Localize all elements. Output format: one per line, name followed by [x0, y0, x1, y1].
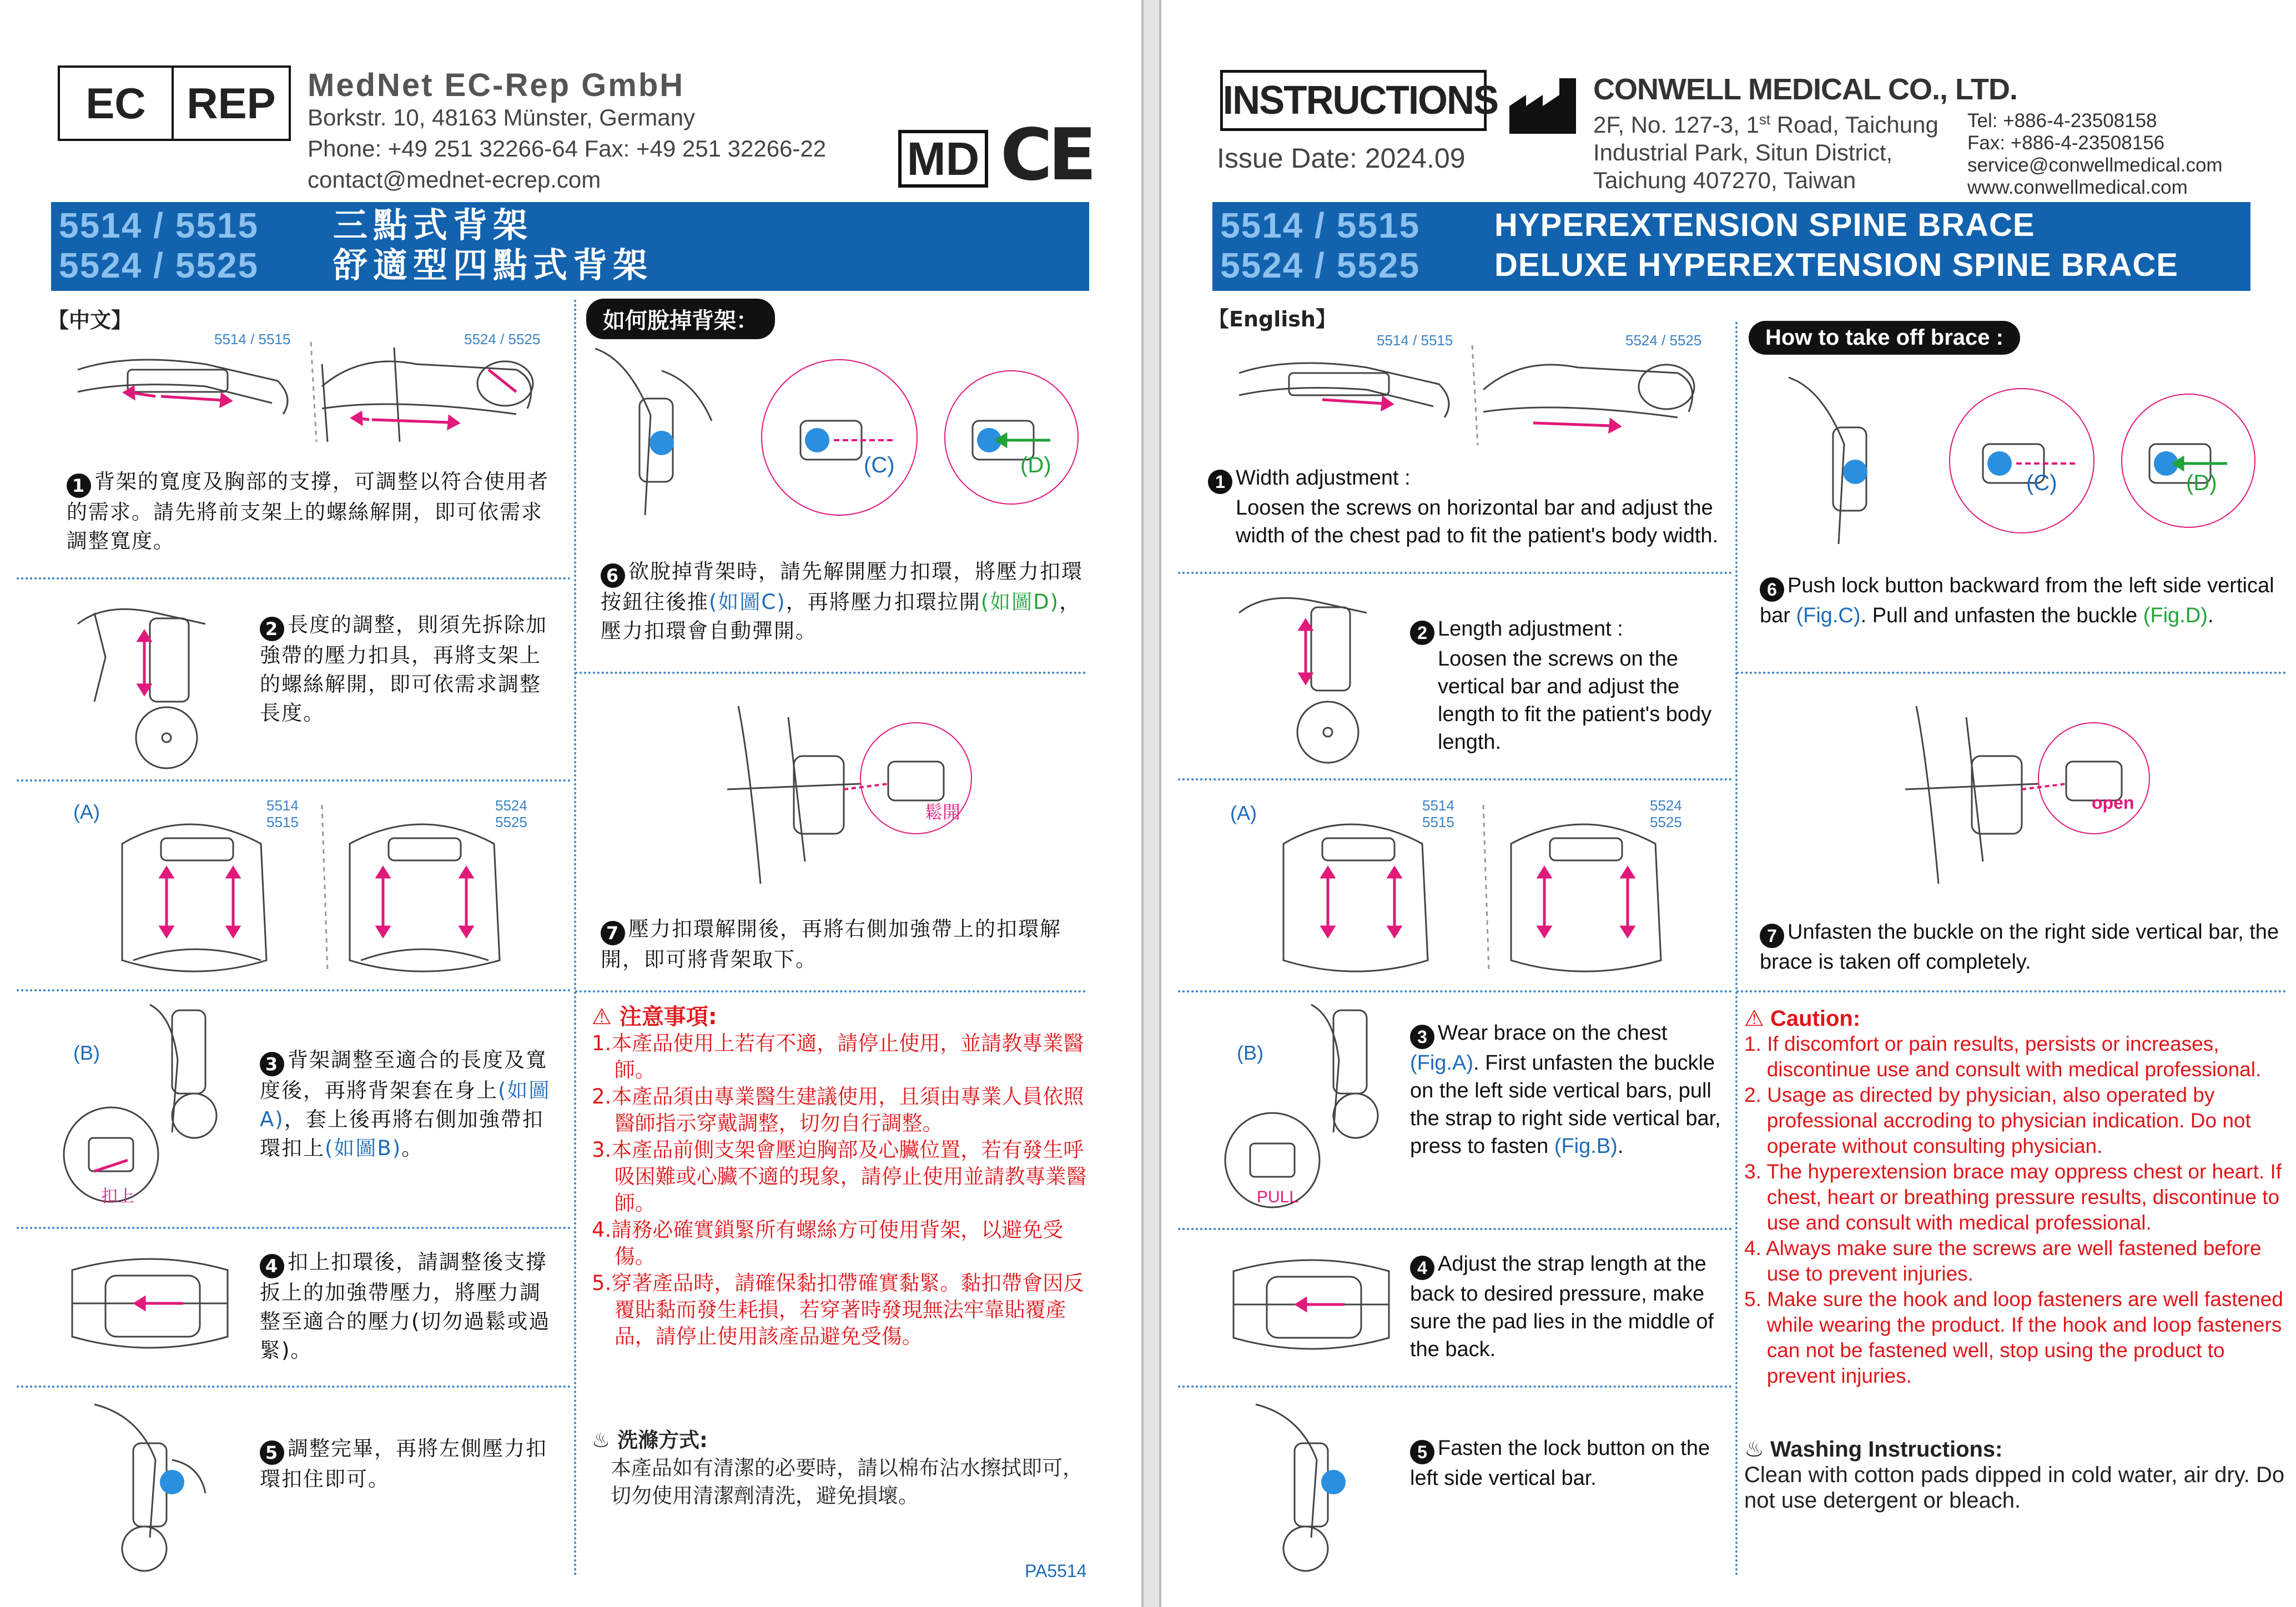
- washing-en: [1744, 1437, 2288, 1513]
- manufacturer-icon: [1507, 75, 1590, 137]
- title-line-2: 舒適型四點式背架: [333, 245, 653, 285]
- tel: Tel: +886-4-23508158: [1967, 110, 2157, 132]
- fig-a-5525-en: 5525: [1650, 814, 1682, 830]
- fig-a-model-2-en: [1650, 797, 1682, 830]
- ec-label: EC: [60, 68, 174, 139]
- fig-d-label: (D): [1020, 453, 1051, 477]
- step-6-number: 6: [601, 563, 625, 588]
- wear-brace-figure-b: [61, 994, 250, 1210]
- remove-brace-title: 如何脫掉背架：: [586, 299, 775, 339]
- step-3-fig-a: (如圖A): [260, 1079, 551, 1131]
- warning-icon-en: ⚠: [1744, 1006, 1764, 1031]
- caution-item-en: 1. If discomfort or pain results, persists or increases, discontinue use and consult with medical professional.: [1744, 1032, 2262, 1081]
- step-1-number-en: 1: [1208, 470, 1232, 494]
- fig-a-5514: 5514: [266, 797, 299, 814]
- washing-zh: [592, 1427, 1091, 1510]
- step-7-text-en: Unfasten the buckle on the right side vertical bar, the brace is taken off completely.: [1760, 920, 2279, 974]
- length-adjust-figure-en: [1222, 580, 1406, 768]
- step-1-heading-text-en: Width adjustment :: [1236, 466, 1411, 490]
- strap-pressure-figure-en: [1222, 1238, 1406, 1366]
- divider-5: [17, 1386, 571, 1388]
- address-sup: st: [1759, 111, 1771, 128]
- code-line-1: 5514 / 5515: [59, 205, 259, 245]
- step-6-fig-d-en: (Fig.D): [2143, 604, 2208, 627]
- step-2-number-en: 2: [1410, 621, 1434, 645]
- step-5-number-en: 5: [1410, 1440, 1434, 1464]
- product-title-bar: [51, 202, 1089, 291]
- fig-a-model-2: [495, 797, 527, 830]
- warning-icon: ⚠: [592, 1004, 612, 1030]
- step-3-text-e: 。: [401, 1136, 424, 1160]
- step-2-number: 2: [260, 617, 284, 641]
- fig-c-label-en: (C): [2026, 471, 2057, 495]
- step-6-text-a-en: Push lock button backward from the left side vertical bar: [1760, 574, 2274, 627]
- fig-a-5515-en: 5515: [1422, 814, 1454, 830]
- caution-title-zh: [592, 1004, 1091, 1030]
- step-4: [260, 1248, 560, 1365]
- divider-2: [17, 779, 571, 782]
- document-code: PA5514: [1025, 1561, 1087, 1581]
- code-line-1-en: 5514 / 5515: [1220, 205, 1421, 245]
- step-6-fig-c: (如圖C): [709, 590, 786, 614]
- caution-item: 2.本產品須由專業醫生建議使用，且須由專業人員依照醫師指示穿戴調整，切勿自行調整。: [592, 1085, 1084, 1135]
- lock-button-figure: [61, 1393, 244, 1576]
- step-3-number: 3: [260, 1052, 284, 1076]
- unfasten-figure-en: [1894, 695, 2183, 895]
- step-5: [260, 1434, 560, 1494]
- manufacturer-name: CONWELL MEDICAL CO., LTD.: [1593, 73, 2017, 106]
- caution-title-text-en: Caution:: [1770, 1006, 1861, 1031]
- wash-icon: ♨: [592, 1428, 611, 1452]
- step-6-text-a: 欲脫掉背架時，請先解開壓力扣環，將壓力扣環按鈕往後推: [601, 560, 1083, 614]
- address-line-1a: 2F, No. 127-3, 1: [1593, 112, 1759, 138]
- fig-a-5514-en: 5514: [1422, 797, 1454, 814]
- fax: Fax: +886-4-23508156: [1967, 132, 2165, 154]
- step-7-number-en: 7: [1760, 924, 1784, 948]
- step-3-number-en: 3: [1410, 1025, 1434, 1049]
- open-label-en: open: [2092, 793, 2134, 813]
- pull-label: PULL: [1257, 1188, 1299, 1206]
- step-4-text-en: Adjust the strap length at the back to desired pressure, make sure the pad lies in the middle of the back.: [1410, 1252, 1714, 1361]
- step-4-number-en: 4: [1410, 1256, 1434, 1280]
- step-7-text: 壓力扣環解開後，再將右側加強帶上的扣環解開，即可將背架取下。: [601, 917, 1061, 971]
- remove-figure-cd: [584, 337, 1084, 537]
- fig-a-5515: 5515: [266, 814, 299, 830]
- step-5-text-en: Fasten the lock button on the left side vertical bar.: [1410, 1437, 1710, 1490]
- ec-rep-company: MedNet EC-Rep GmbH: [308, 67, 685, 103]
- step-1-en: [1208, 464, 1730, 550]
- ec-rep-symbol: [58, 66, 291, 141]
- step-1: [67, 467, 561, 556]
- step-4-text: 扣上扣環後，請調整後支撐扳上的加強帶壓力，將壓力調整至適合的壓力(切勿過鬆或過緊)。: [260, 1250, 551, 1362]
- model-label-2: 5524 / 5525: [464, 331, 541, 347]
- step-2-heading-text-en: Length adjustment :: [1438, 617, 1623, 641]
- title-line-2-en: DELUXE HYPEREXTENSION SPINE BRACE: [1494, 247, 2178, 283]
- wash-icon-en: ♨: [1744, 1437, 1764, 1462]
- product-codes: [51, 202, 323, 291]
- step-4-en: [1410, 1250, 1732, 1363]
- manufacturer-address: [1593, 105, 1938, 194]
- caution-item-en: 3. The hyperextension brace may oppress chest or heart. If chest, heart or breathing pressure results, discontinue to use and consult with medical professional.: [1744, 1160, 2282, 1234]
- step-1-number: 1: [67, 473, 91, 498]
- step-6-text-c-en: . Pull and unfasten the buckle: [1860, 604, 2143, 627]
- product-titles: [333, 202, 653, 291]
- step-2-heading-en: [1410, 615, 1732, 645]
- code-line-2-en: 5524 / 5525: [1220, 245, 1421, 285]
- step-1-text-en: Loosen the screws on horizontal bar and adjust the width of the chest pad to fit the patient's body width.: [1236, 496, 1719, 547]
- width-adjust-figure: [61, 331, 561, 453]
- ec-rep-email: contact@mednet-ecrep.com: [308, 167, 601, 193]
- step-6-number-en: 6: [1760, 577, 1784, 602]
- mail: service@conwellmedical.com: [1967, 154, 2223, 176]
- instructions-box: INSTRUCTIONS: [1220, 70, 1487, 131]
- divider-6: [575, 672, 1086, 674]
- step-7-number: 7: [601, 921, 625, 945]
- chinese-page: [0, 0, 1144, 1607]
- divider-7: [575, 990, 1086, 993]
- open-label-zh: 鬆開: [925, 802, 961, 823]
- width-adjust-figure-en: [1222, 340, 1722, 451]
- divider-4: [17, 1227, 571, 1229]
- ec-rep-address: Borkstr. 10, 48163 Münster, Germany: [308, 104, 696, 130]
- caution-title-en: [1744, 1006, 2288, 1031]
- divider-3: [17, 989, 571, 991]
- divider-6-en: [1736, 672, 2286, 674]
- step-7-en: [1760, 918, 2293, 976]
- step-5-en: [1410, 1434, 1732, 1492]
- step-3-en: [1410, 1019, 1732, 1160]
- english-page: [1159, 0, 2296, 1607]
- divider-7-en: [1736, 990, 2286, 993]
- step-6-fig-d: (如圖D): [980, 590, 1060, 614]
- step-1-text: 背架的寬度及胸部的支撐，可調整以符合使用者的需求。請先將前支架上的螺絲解開，即可依需求調整寬度。: [67, 470, 549, 553]
- code-line-2: 5524 / 5525: [59, 245, 259, 285]
- model-label-1-en: 5514 / 5515: [1377, 332, 1453, 349]
- step-6-text-c: ，再將壓力扣環拉開: [786, 590, 981, 614]
- strap-pressure-figure: [61, 1237, 244, 1364]
- fig-a-model-1: [266, 797, 299, 830]
- caution-en: [1744, 1006, 2288, 1389]
- product-codes-en: [1212, 202, 1484, 291]
- caution-item-en: 4. Always make sure the screws are well fastened before use to prevent injuries.: [1744, 1237, 2262, 1285]
- step-2-text: 長度的調整，則須先拆除加強帶的壓力扣具，再將支架上的螺絲解開，即可依需求調整長度。: [260, 613, 547, 725]
- address-line-1b: Road, Taichung: [1770, 112, 1938, 138]
- divider-1: [17, 577, 571, 580]
- caution-item: 4.請務必確實鎖緊所有螺絲方可使用背架，以避免受傷。: [592, 1218, 1064, 1268]
- step-6-en: [1760, 572, 2293, 629]
- caution-item: 5.穿著產品時，請確保黏扣帶確實黏緊。黏扣帶會因反覆貼黏而發生耗損，若穿著時發現無法牢靠貼覆產品，請停止使用該產品避免受傷。: [592, 1271, 1084, 1348]
- web: www.conwellmedical.com: [1967, 177, 2188, 198]
- buckle-label: 扣上: [101, 1187, 134, 1206]
- wear-brace-figure-a: [111, 794, 555, 983]
- step-5-number: 5: [260, 1440, 284, 1465]
- caution-item-en: 5. Make sure the hook and loop fasteners are well fastened while wearing the product. If the hook and loop fasteners can not be fastened well, stop using the product to prevent injuries.: [1744, 1288, 2283, 1387]
- step-6-text-e: ，壓力扣環會自動彈開。: [601, 590, 1081, 643]
- column-divider: [574, 300, 576, 1576]
- fig-a-5524-en: 5524: [1650, 797, 1682, 814]
- lock-button-figure-en: [1222, 1393, 1406, 1576]
- washing-title-en: [1744, 1437, 2288, 1462]
- fig-b-tag: (B): [73, 1041, 100, 1064]
- washing-title-text: 洗滌方式:: [617, 1428, 708, 1452]
- ec-rep-phone: Phone: +49 251 32266-64 Fax: +49 251 32266-22: [308, 135, 827, 162]
- step-3-text-c: ，套上後再將右側加強帶扣環扣上: [260, 1107, 544, 1160]
- product-title-bar-en: [1212, 202, 2250, 291]
- caution-item-en: 2. Usage as directed by physician, also operated by professional accroding to physician indication. Do not operate without consulting physician.: [1744, 1084, 2251, 1157]
- divider-4-en: [1178, 1228, 1732, 1230]
- divider-5-en: [1178, 1386, 1732, 1388]
- title-line-1: 三點式背架: [333, 205, 533, 245]
- fig-a-model-1-en: [1422, 797, 1454, 830]
- remove-brace-title-en: How to take off brace :: [1749, 321, 2020, 355]
- step-4-number: 4: [260, 1254, 284, 1278]
- washing-text-zh: 本產品如有清潔的必要時，請以棉布沾水擦拭即可，切勿使用清潔劑清洗，避免損壞。: [611, 1456, 1083, 1508]
- product-titles-en: [1494, 202, 2178, 291]
- contact-info: [1967, 110, 2223, 199]
- caution-zh: [592, 1004, 1091, 1350]
- caution-title-text: 注意事項:: [619, 1004, 717, 1030]
- model-label-1: 5514 / 5515: [214, 331, 291, 347]
- fig-a-5525: 5525: [495, 814, 527, 830]
- ce-mark: CE: [1000, 114, 1092, 197]
- step-3-fig-b: (如圖B): [325, 1136, 402, 1160]
- washing-text-en: Clean with cotton pads dipped in cold water, air dry. Do not use detergent or bleach.: [1744, 1463, 2285, 1513]
- step-2-text-en: Loosen the screws on the vertical bar and adjust the length to fit the patient's body length.: [1438, 647, 1712, 754]
- caution-item: 3.本產品前側支架會壓迫胸部及心臟位置，若有發生呼吸困難或心臟不適的現象，請停止使用並請教專業醫師。: [592, 1138, 1087, 1215]
- step-6-text-e-en: .: [2207, 604, 2214, 627]
- address-line-3: Taichung 407270, Taiwan: [1593, 167, 1856, 193]
- step-3-text-a: 背架調整至適合的長度及寬度後，再將背架套在身上: [260, 1048, 547, 1102]
- divider-1-en: [1178, 572, 1732, 574]
- fig-b-tag-en: (B): [1237, 1041, 1263, 1064]
- step-5-text: 調整完畢，再將左側壓力扣環扣住即可。: [260, 1437, 547, 1491]
- fig-a-tag-en: (A): [1230, 802, 1257, 824]
- step-3: [260, 1046, 560, 1163]
- step-3-text-c-en: . First unfasten the buckle on the left side vertical bars, pull the strap to right side vertical bar, press to fasten: [1410, 1051, 1721, 1158]
- washing-title-zh: [592, 1427, 1091, 1454]
- divider-2-en: [1178, 778, 1732, 780]
- step-6: [601, 557, 1100, 646]
- fig-d-label-en: (D): [2186, 471, 2217, 495]
- step-3-fig-a-en: (Fig.A): [1410, 1051, 1473, 1075]
- wear-brace-figure-b-en: [1222, 994, 1411, 1216]
- model-label-2-en: 5524 / 5525: [1625, 332, 1702, 349]
- step-7: [601, 915, 1100, 974]
- washing-title-text-en: Washing Instructions:: [1770, 1437, 2003, 1462]
- unfasten-figure: [716, 695, 1005, 895]
- fig-c-label: (C): [864, 453, 895, 477]
- step-3-text-e-en: .: [1617, 1135, 1624, 1158]
- address-line-1: [1593, 105, 1938, 139]
- step-3-text-a-en: Wear brace on the chest: [1438, 1021, 1668, 1045]
- step-6-fig-c-en: (Fig.C): [1796, 604, 1861, 627]
- issue-date: Issue Date: 2024.09: [1217, 143, 1466, 174]
- length-adjust-figure: [61, 591, 244, 774]
- fig-a-tag: (A): [73, 800, 100, 823]
- step-2-en: [1410, 615, 1732, 756]
- step-2: [260, 611, 560, 728]
- step-3-fig-b-en: (Fig.B): [1554, 1135, 1618, 1158]
- remove-figure-cd-en: [1778, 366, 2266, 555]
- column-divider-en: [1735, 322, 1738, 1576]
- address-line-2: Industrial Park, Situn District,: [1593, 139, 1893, 165]
- rep-label: REP: [187, 79, 276, 128]
- title-line-1-en: HYPEREXTENSION SPINE BRACE: [1494, 207, 2035, 243]
- divider-3-en: [1178, 990, 1732, 993]
- language-label-en: 【English】: [1208, 307, 1337, 331]
- md-mark: MD: [898, 130, 988, 188]
- caution-item: 1.本產品使用上若有不適，請停止使用，並請教專業醫師。: [592, 1031, 1084, 1082]
- fig-a-5524: 5524: [495, 797, 527, 814]
- language-label: 【中文】: [48, 308, 133, 333]
- step-1-heading-en: [1208, 464, 1730, 494]
